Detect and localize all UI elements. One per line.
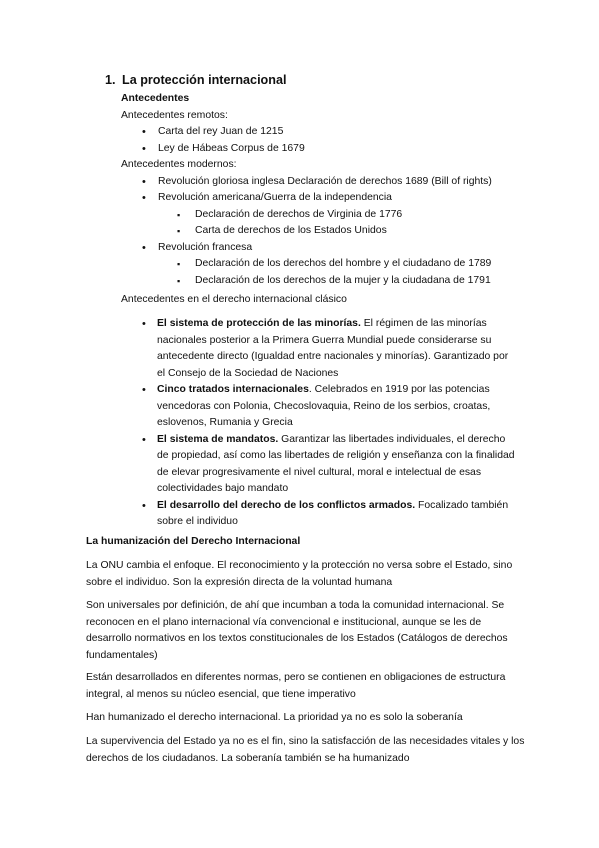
paragraph: Están desarrollados en diferentes normas, pero se contienen en obligaciones de estructura integral, al menos su núcleo esencial, que tiene imperativo bbox=[86, 672, 506, 700]
modernos-list bbox=[121, 174, 541, 290]
list-item: • Revolución americana/Guerra de la independencia bbox=[121, 190, 541, 207]
clasico-item bbox=[157, 316, 517, 382]
clasico-item-bold: El sistema de mandatos. bbox=[157, 433, 279, 445]
remotos-list bbox=[121, 124, 541, 157]
heading-title: La protección internacional bbox=[122, 73, 287, 87]
clasico-item-bold: El desarrollo del derecho de los conflictos armados. bbox=[157, 499, 416, 511]
list-item: • Ley de Hábeas Corpus de 1679 bbox=[121, 141, 541, 158]
paragraph: La ONU cambia el enfoque. El reconocimiento y la protección no versa sobre el Estado, sino sobre el individuo. Son la expresión directa de la voluntad humana bbox=[86, 560, 513, 588]
antecedentes-block bbox=[121, 91, 541, 289]
clasico-item bbox=[157, 432, 517, 498]
sub-list-item: ▪ Declaración de derechos de Virginia de 1776 bbox=[121, 207, 541, 224]
clasico-item-text: Focalizado también sobre el individuo bbox=[157, 499, 509, 527]
sub-list-item: ▪ Declaración de los derechos de la mujer y la ciudadana de 1791 bbox=[121, 273, 541, 290]
clasico-item-text: . Celebrados en 1919 por las potencias vencedoras con Polonia, Checoslovaquia, Reino de los serbios, croatas, eslovenos, Rumania y Grecia bbox=[157, 384, 491, 428]
clasico-item-text: El régimen de las minorías nacionales posterior a la Primera Guerra Mundial puede considerarse su antecedente directo (Igualdad entre nacionales y minorías). Garantizado por el Consejo de la Sociedad de Naciones bbox=[157, 318, 509, 379]
paragraph: Son universales por definición, de ahí que incumban a toda la comunidad internacional. Se reconocen en el plano internacional vía convencional e institucional, aunque se les de desarrollo normativos en los textos constitucionales de los Estados (Catálogos de derechos fundamentales) bbox=[86, 600, 508, 661]
modernos-label: Antecedentes modernos: bbox=[121, 159, 237, 170]
list-item: • Revolución francesa bbox=[121, 240, 541, 257]
clasico-item-text: Garantizar las libertades individuales, el derecho de propiedad, así como las libertades de religión y enseñanza con la finalidad de elevar progresivamente el nivel cultural, moral e intelectual de esas colectividades bajo mandato bbox=[157, 433, 515, 494]
list-item: • Revolución gloriosa inglesa Declaración de derechos 1689 (Bill of rights) bbox=[121, 174, 541, 191]
humanizacion-title: La humanización del Derecho Internacional bbox=[86, 536, 301, 547]
list-item: • Carta del rey Juan de 1215 bbox=[121, 124, 541, 141]
clasico-item bbox=[157, 382, 517, 432]
remotos-label: Antecedentes remotos: bbox=[121, 109, 228, 121]
section-heading bbox=[105, 72, 286, 89]
clasico-list bbox=[157, 316, 517, 531]
antecedentes-title: Antecedentes bbox=[121, 93, 190, 104]
clasico-item bbox=[157, 498, 517, 531]
clasico-label: Antecedentes en el derecho internacional clásico bbox=[121, 294, 347, 305]
paragraph: Han humanizado el derecho internacional. La prioridad ya no es solo la soberanía bbox=[86, 712, 463, 723]
sub-list-item: ▪ Declaración de los derechos del hombre y el ciudadano de 1789 bbox=[121, 256, 541, 273]
clasico-item-bold: El sistema de protección de las minorías. bbox=[157, 318, 361, 329]
heading-number: 1. bbox=[105, 73, 116, 87]
paragraph: La supervivencia del Estado ya no es el fin, sino la satisfacción de las necesidades vitales y los derechos de los ciudadanos. La soberanía también se ha humanizado bbox=[86, 736, 525, 764]
clasico-item-bold: Cinco tratados internacionales bbox=[157, 384, 309, 395]
sub-list-item: ▪ Carta de derechos de los Estados Unidos bbox=[121, 223, 541, 240]
